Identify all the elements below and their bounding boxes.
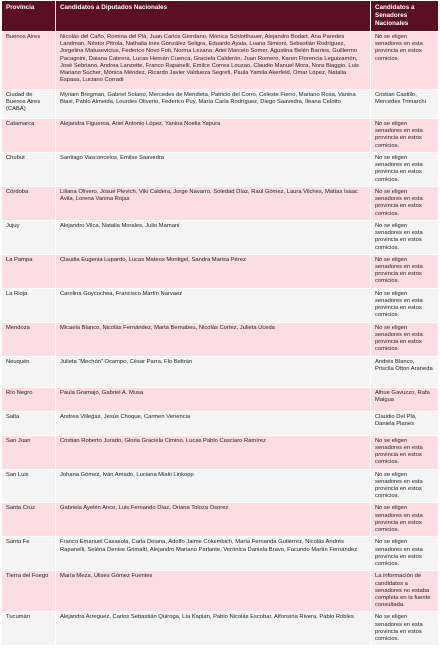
province-cell: Río Negro xyxy=(2,387,56,411)
province-cell: La Pampa xyxy=(2,254,56,288)
candidates-table xyxy=(1,0,439,646)
table-row xyxy=(2,152,439,186)
province-cell: Catamarca xyxy=(2,119,56,153)
table-body xyxy=(2,32,439,646)
province-cell: Jujuy xyxy=(2,220,56,254)
table-row xyxy=(2,435,439,469)
province-cell: Neuquén xyxy=(2,356,56,387)
province-cell: Santa Fe xyxy=(2,537,56,571)
table-row xyxy=(2,537,439,571)
province-cell: San Luis xyxy=(2,469,56,503)
senators-cell: No se eligen senadores en esta provincia en estos comicios. xyxy=(371,32,439,90)
senators-cell: No se eligen senadores en esta provincia en estos comicios. xyxy=(371,469,439,503)
province-cell: Santa Cruz xyxy=(2,503,56,537)
deputies-cell: Liliana Olivero, Josué Plevich, Viki Caldera, Jorge Navarro, Soledad Díaz, Raúl Gómez, Laura Vilches, Matías Isaac Ávila, Lorena Vanina Rojas xyxy=(56,186,371,220)
province-cell: Salta xyxy=(2,411,56,435)
table-row xyxy=(2,119,439,153)
senators-cell: No se eligen senadores en esta provincia en estos comicios. xyxy=(371,435,439,469)
senators-cell: No se eligen senadores en esta provincia en estos comicios. xyxy=(371,503,439,537)
senators-cell: No se eligen senadores en esta provincia en estos comicios. xyxy=(371,119,439,153)
table-row xyxy=(2,186,439,220)
header-province: Provincia xyxy=(2,1,56,32)
senators-cell: Andrés Blanco, Priscila Otton Araneda xyxy=(371,356,439,387)
table-row xyxy=(2,322,439,356)
deputies-cell: María Meza, Ulises Gómez Fuentes xyxy=(56,571,371,612)
province-cell: Córdoba xyxy=(2,186,56,220)
table-row xyxy=(2,32,439,90)
senators-cell: Alhue Gavuzzo, Rafa Maigua xyxy=(371,387,439,411)
deputies-cell: Paula Gramajo, Gabriel A. Musa xyxy=(56,387,371,411)
table-row xyxy=(2,288,439,322)
deputies-cell: Julieta “Mechón” Ocampo, César Parra, Flo Beltrán xyxy=(56,356,371,387)
table-row xyxy=(2,571,439,612)
deputies-cell: Santiago Vasconcelos, Emilse Saavedra xyxy=(56,152,371,186)
senators-cell: Cristian Castillo, Mercedes Trimarchi xyxy=(371,90,439,119)
deputies-cell: Andrea Villegas, Jesús Choque, Carmen Venencia xyxy=(56,411,371,435)
table-row xyxy=(2,220,439,254)
province-cell: San Juan xyxy=(2,435,56,469)
province-cell: Chubut xyxy=(2,152,56,186)
deputies-cell: Claudia Eugenia Lupardo, Lucas Mateos Montigel, Sandra Marisa Pérez xyxy=(56,254,371,288)
province-cell: Tucumán xyxy=(2,612,56,646)
province-cell: La Rioja xyxy=(2,288,56,322)
province-cell: Mendoza xyxy=(2,322,56,356)
deputies-cell: Gabriela Ayelén Ance, Luis Fernando Díaz, Oriana Toloza Osorez xyxy=(56,503,371,537)
province-cell: Tierra del Fuego xyxy=(2,571,56,612)
deputies-cell: Cristian Roberto Jurado, Gloria Graciela Cimino, Lucas Pablo Casciaro Ramírez xyxy=(56,435,371,469)
header-row xyxy=(2,1,439,32)
deputies-cell: Johana Gómez, Iván Amado, Luciana Miaki Linkopp xyxy=(56,469,371,503)
table-row xyxy=(2,387,439,411)
table-row xyxy=(2,90,439,119)
senators-cell: Claudio Del Plá, Daniela Planes xyxy=(371,411,439,435)
senators-cell: No se eligen senadores en esta provincia en estos comicios. xyxy=(371,288,439,322)
header-deputies: Candidatos a Diputados Nacionales xyxy=(56,1,371,32)
deputies-cell: Franco Emanuel Casasola, Carla Deiana, Adolfo Jaime Coluimbich, María Fernanda Gutiérrez, Nicolás Andrés Rapanelli, Seléna Denise Grimaltí, Alejandro Mariano Parlante, Verónica Daniela Bravo, Facundo Martín Fernández xyxy=(56,537,371,571)
table-row xyxy=(2,254,439,288)
deputies-cell: Myriam Bregman, Gabriel Solano, Mercedes de Mendieta, Patricio del Corro, Celeste Fierro, Mariano Rosa, Vanina Biasi, Pablo Almeida, Lourdes Oliverio, Federico Puy, María Carla Rodríguez, Diego Saavedra, Ileana Celotto xyxy=(56,90,371,119)
senators-cell: No se eligen senadores en esta provincia en estos comicios. xyxy=(371,254,439,288)
province-cell: Buenos Aires xyxy=(2,32,56,90)
deputies-cell: Alejandra Figueroa, Ariel Antonio López, Yanina Noelia Yapura xyxy=(56,119,371,153)
table-header xyxy=(2,1,439,32)
deputies-cell: Alejandro Vilca, Natalia Morales, Julio Mamani xyxy=(56,220,371,254)
province-cell: Ciudad de Buenos Aires (CABA) xyxy=(2,90,56,119)
table-row xyxy=(2,469,439,503)
table-row xyxy=(2,356,439,387)
deputies-cell: Carolina Goycochea, Francisco Martín Narvaez xyxy=(56,288,371,322)
table-row xyxy=(2,411,439,435)
table-row xyxy=(2,612,439,646)
senators-cell: No se eligen senadores en esta provincia en estos comicios. xyxy=(371,152,439,186)
deputies-cell: Alejandra Arreguez, Carlos Sebastián Quiroga, Lía Kaplan, Pablo Nicolás Escobar, Alfonsina Rivera, Pablo Robles xyxy=(56,612,371,646)
deputies-cell: Micaela Blanco, Nicolás Fernández, Marta Bernabeu, Nicolás Cortez, Julieta Uceda xyxy=(56,322,371,356)
senators-cell: La información de candidatos a senadores no estaba completa en la fuente consultada. xyxy=(371,571,439,612)
senators-cell: No se eligen senadores en esta provincia en estos comicios. xyxy=(371,322,439,356)
header-senators: Candidatos a Senadores Nacionales xyxy=(371,1,439,32)
deputies-cell: Nicolás del Caño, Romina del Plá, Juan Carlos Giordano, Mónica Schlotthauer, Alejandro Bodart, Ana Paredes Landman, Néstor Pitrola, Nathalia Inés González Seligra, Eduardo Ayala, Luana Simioni, Sebastián Rodríguez, Jorgelina Matusevicius, Federico Novo Foti, Norma Lezana, Ariel Marcelo Somer, Agustina Belén Barrios, Guillermo Pacagnini, Daiana Cabrera, Lucas Hernán Cuenca, Graciela Calderón, Juan Romero, Karen Florencia Leguizamón, José Sebriano, Andrea Lanzette, Franco Rapanelli, Emilce Correa Louzao, Claudio Manuel Mora, Nora Biaggio, Luis Mariano Sucher, Mónica Méndez, Ricardo Javier Valdueza Segreti, Paula Yamila Akerfeld, Omar López, Natalia Espasa, Luciano Corradi xyxy=(56,32,371,90)
senators-cell: No se eligen senadores en esta provincia en estos comicios. xyxy=(371,220,439,254)
table-row xyxy=(2,503,439,537)
senators-cell: No se eligen senadores en esta provincia en estos comicios. xyxy=(371,537,439,571)
senators-cell: No se eligen senadores en esta provincia en estos comicios. xyxy=(371,612,439,646)
senators-cell: No se eligen senadores en esta provincia en estos comicios. xyxy=(371,186,439,220)
